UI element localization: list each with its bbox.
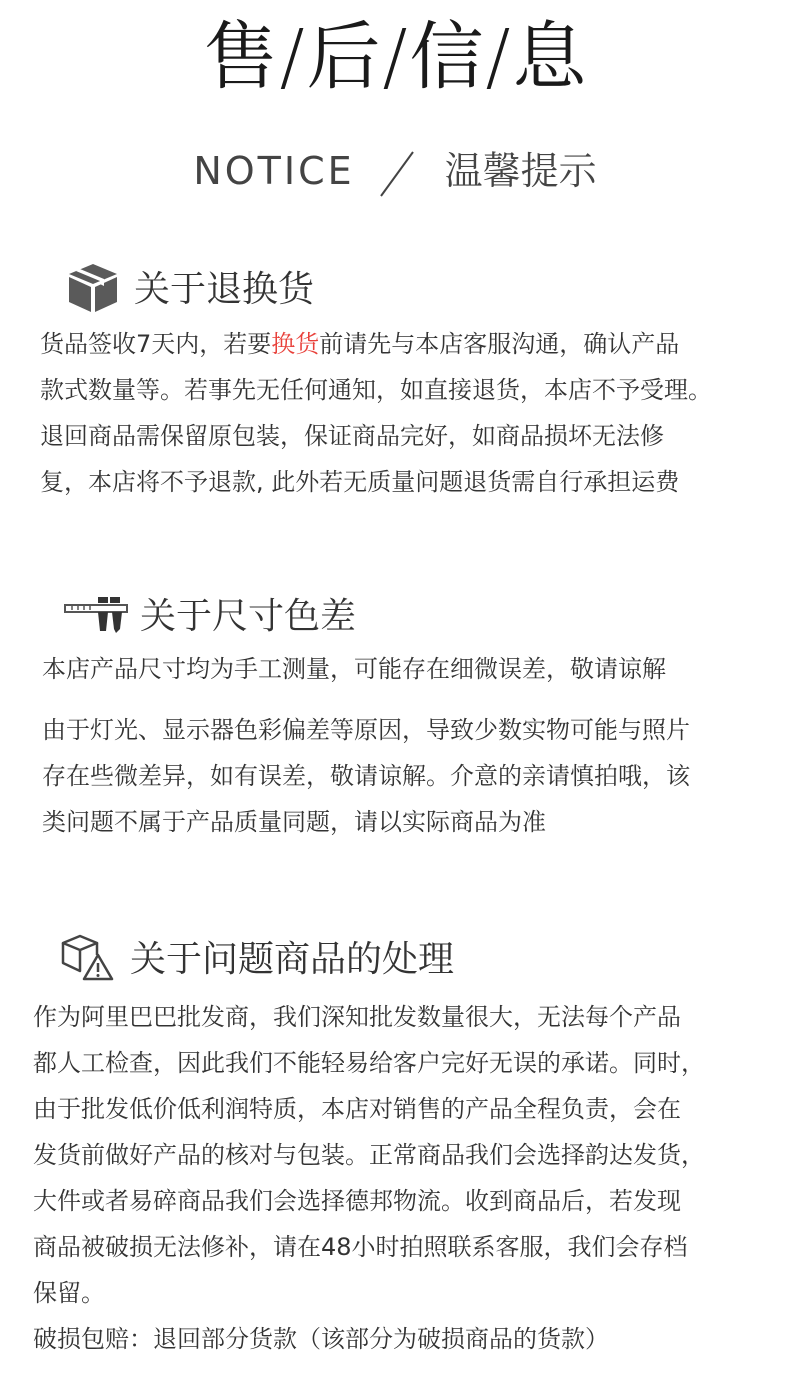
text-line: 类问题不属于产品质量同题，请以实际商品为准	[42, 808, 546, 836]
text-line: 都人工检查，因此我们不能轻易给客户完好无误的承诺。同时，	[33, 1049, 705, 1077]
text-line: 由于批发低价低利润特质，本店对销售的产品全程负责，会在	[33, 1095, 681, 1123]
title-separator: /	[485, 14, 511, 100]
size-note-paragraph	[42, 646, 666, 692]
highlight-text: 换货	[271, 330, 320, 358]
caliper-icon	[64, 593, 128, 641]
text-line: 款式数量等。若事先无任何通知，如直接退货，本店不予受理。	[40, 376, 712, 404]
section-title: 关于问题商品的处理	[130, 939, 455, 980]
section-heading-problem	[60, 932, 454, 988]
text-line	[40, 321, 712, 367]
title-separator: /	[279, 14, 305, 100]
title-separator: /	[382, 14, 408, 100]
text-line: 保留。	[33, 1279, 105, 1307]
title-char: 售	[203, 14, 278, 100]
text-line: 存在些微差异，如有误差，敬请谅解。介意的亲请慎拍哦，该	[42, 762, 690, 790]
text-line: 复，本店将不予退款, 此外若无质量问题退货需自行承担运费	[40, 468, 680, 496]
text-line: 退回商品需保留原包装，保证商品完好，如商品损坏无法修	[40, 422, 664, 450]
title-char: 信	[409, 14, 484, 100]
page-subtitle	[0, 145, 790, 197]
page-title	[0, 12, 790, 102]
section-heading-size	[64, 589, 356, 645]
box-icon	[66, 262, 120, 318]
subtitle-chinese: 温馨提示	[444, 149, 597, 193]
text-segment: 前请先与本店客服沟通，确认产品	[319, 330, 680, 358]
returns-paragraph	[40, 321, 712, 505]
section-title: 关于尺寸色差	[140, 596, 357, 637]
title-char: 息	[512, 14, 587, 100]
text-line: 本店产品尺寸均为手工测量，可能存在细微误差，敬请谅解	[42, 655, 666, 683]
section-heading-returns	[66, 262, 314, 318]
text-line: 大件或者易碎商品我们会选择德邦物流。收到商品后，若发现	[33, 1187, 681, 1215]
text-segment: 货品签收7天内，若要	[40, 330, 272, 358]
damaged-box-warning-icon	[60, 933, 114, 987]
subtitle-english: NOTICE	[193, 149, 355, 193]
text-line: 发货前做好产品的核对与包装。正常商品我们会选择韵达发货，	[33, 1141, 705, 1169]
color-note-paragraph	[42, 707, 690, 845]
slash-divider-icon	[377, 150, 417, 198]
text-line: 破损包赔：退回部分货款（该部分为破损商品的货款）	[33, 1325, 609, 1353]
text-line: 商品被破损无法修补，请在48小时拍照联系客服，我们会存档	[33, 1233, 688, 1261]
text-line: 作为阿里巴巴批发商，我们深知批发数量很大，无法每个产品	[33, 1003, 681, 1031]
text-line: 由于灯光、显示器色彩偏差等原因，导致少数实物可能与照片	[42, 716, 690, 744]
title-char: 后	[306, 14, 381, 100]
problem-goods-paragraph	[33, 994, 705, 1362]
section-title: 关于退换货	[134, 269, 315, 310]
